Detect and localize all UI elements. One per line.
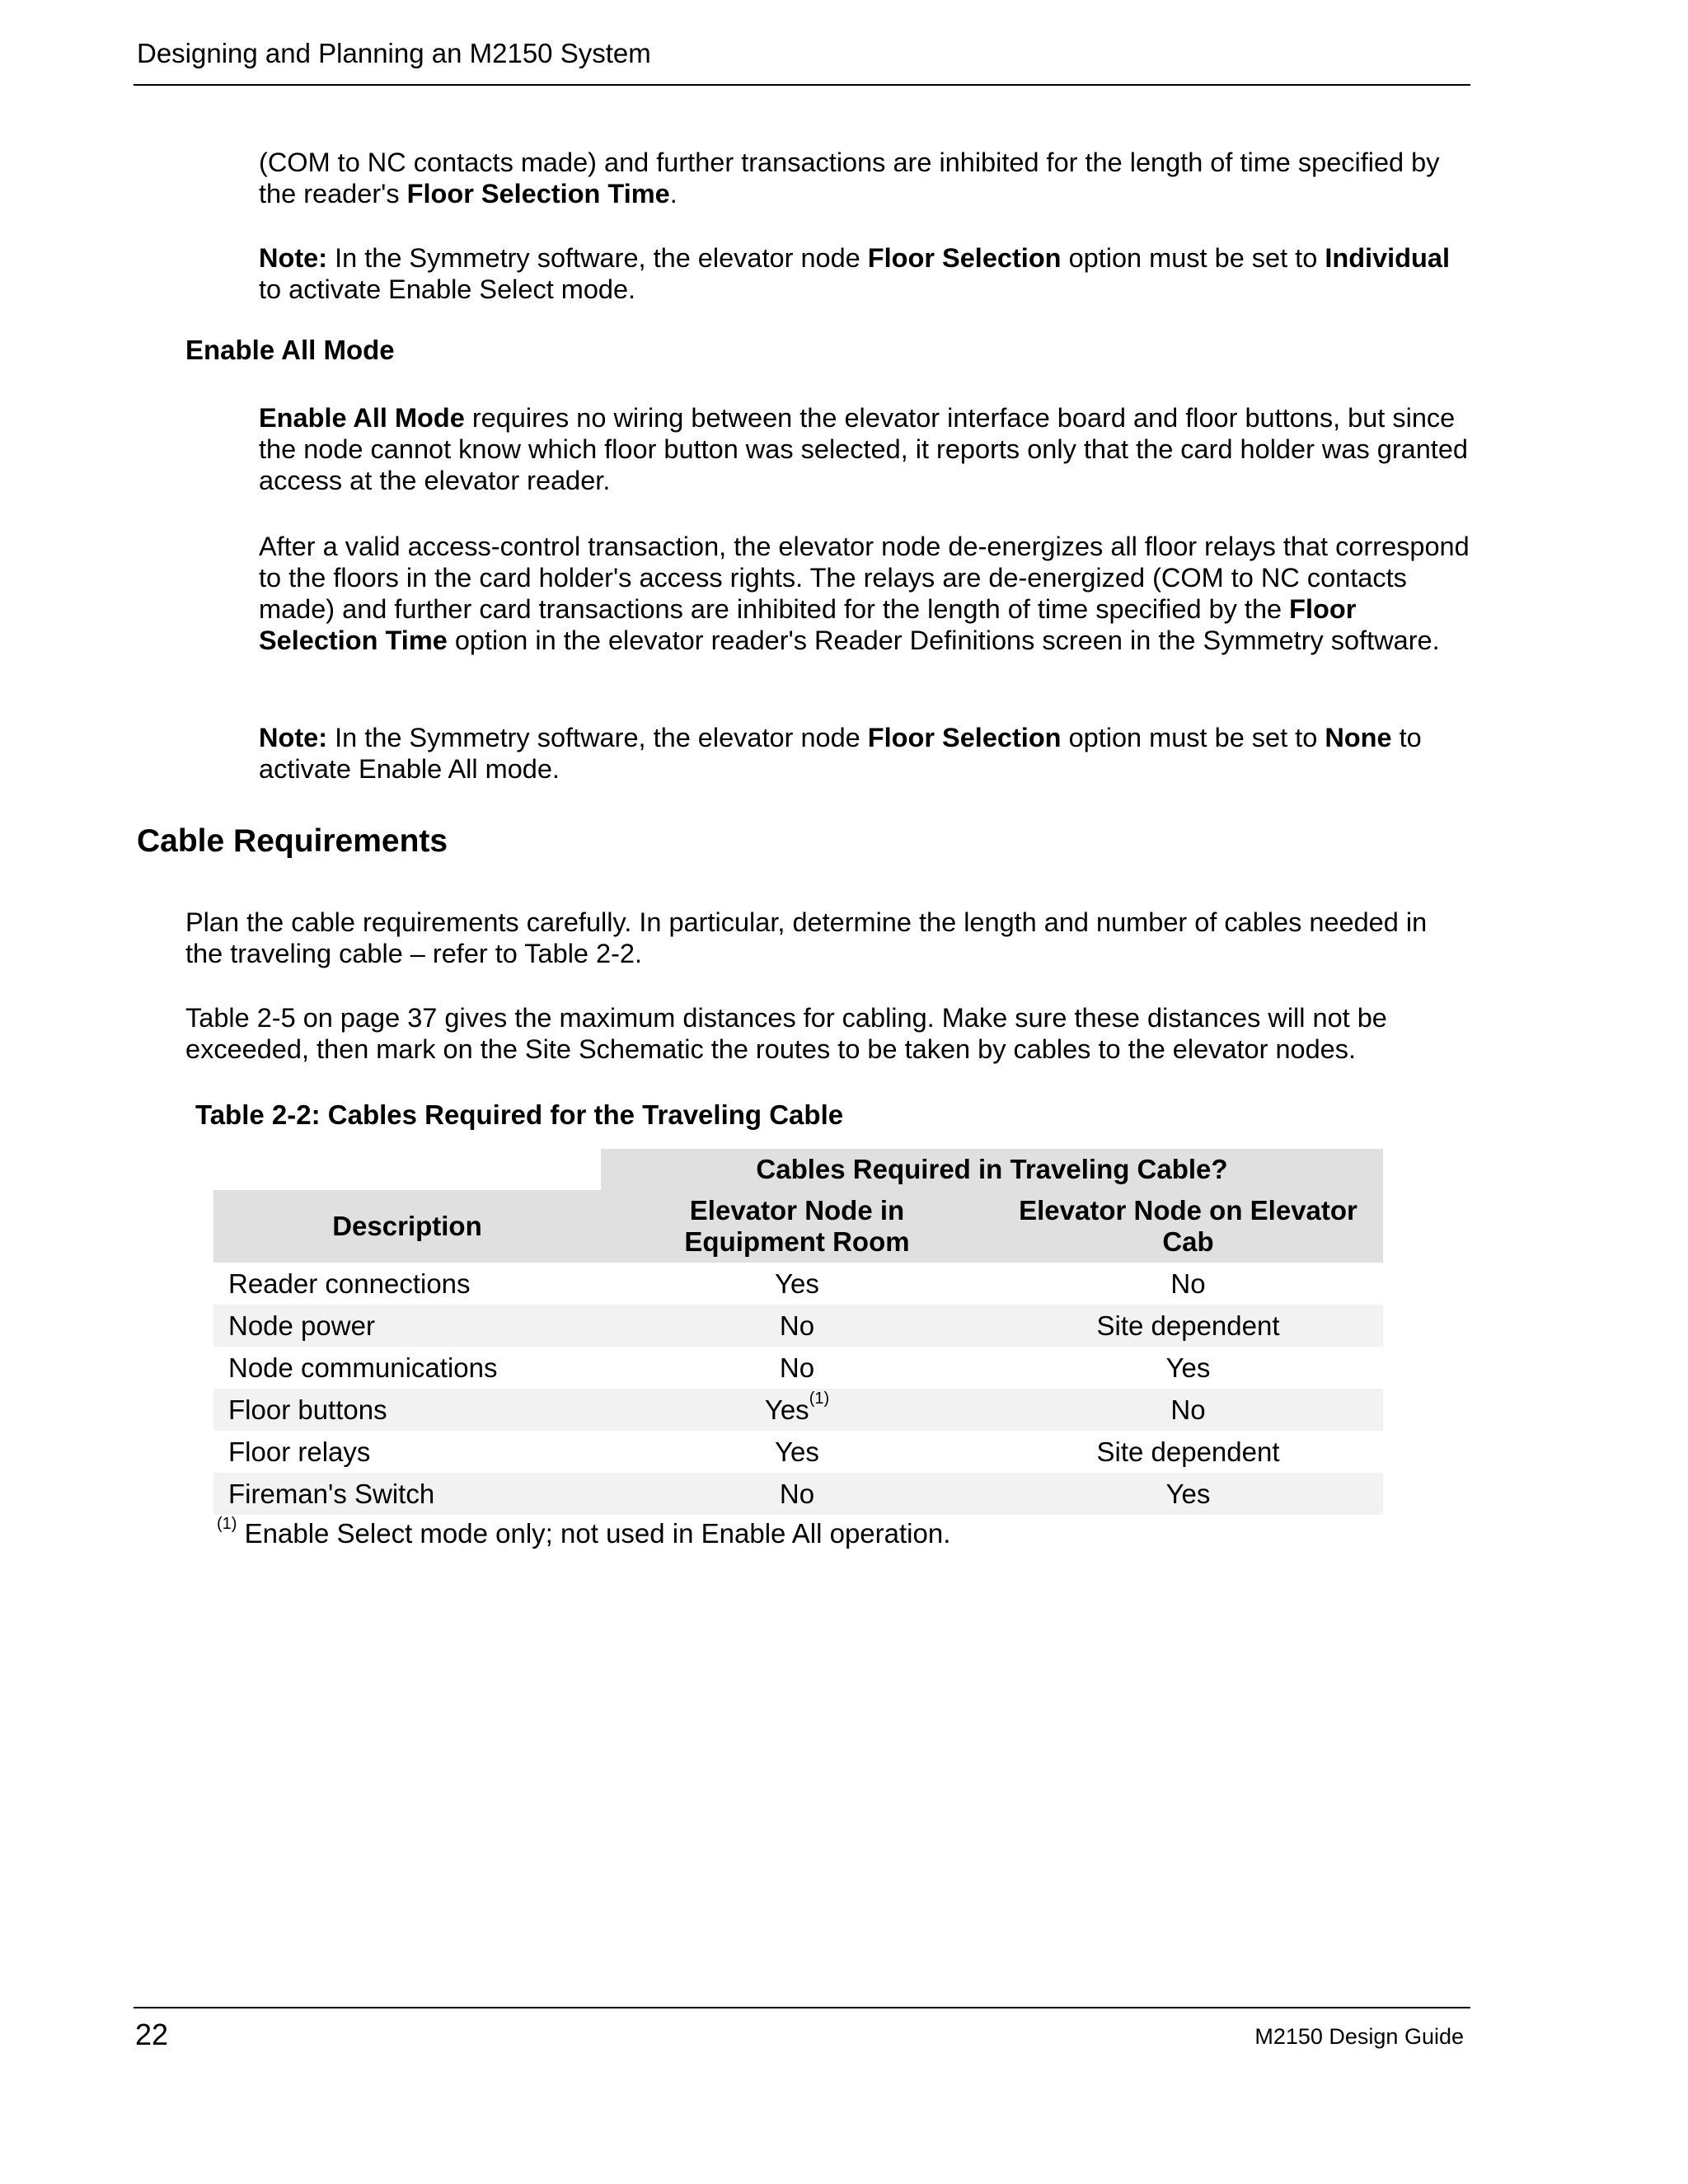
cell-cab: Site dependent	[993, 1305, 1383, 1347]
enable-all-text: requires no wiring between the elevator interface board and floor buttons, but since the node cannot know which floor button was selected, it reports only that the card holder was granted access at the elevator reader.	[259, 403, 1468, 495]
header-rule	[134, 84, 1470, 86]
cable-paragraph-1: Plan the cable requirements carefully. In particular, determine the length and number of cables needed in the traveling cable – refer to Table 2-2.	[185, 907, 1428, 968]
cell-cab: No	[1170, 1268, 1206, 1299]
cell-description: Node power	[213, 1305, 601, 1347]
note-text: to activate Enable Select mode.	[259, 274, 636, 304]
footnote-marker: (1)	[217, 1515, 237, 1533]
cell-cab: Yes	[993, 1473, 1383, 1515]
column-header-equipment-room: Elevator Node in Equipment Room	[601, 1190, 993, 1263]
table-group-header-row	[213, 1149, 1383, 1190]
cable-paragraph-2: Table 2-5 on page 37 gives the maximum distances for cabling. Make sure these distances will not be exceeded, then mark on the Site Schematic the routes to be taken by cables to the elevator nodes.	[185, 1003, 1387, 1064]
cables-table	[213, 1149, 1383, 1515]
note-text: option must be set to	[1061, 723, 1325, 752]
cell-description: Floor relays	[228, 1436, 371, 1467]
cell-cab: Site dependent	[1096, 1436, 1280, 1467]
table-row	[213, 1305, 1383, 1347]
note-enable-select	[259, 242, 1470, 305]
footer-rule	[134, 2007, 1470, 2008]
cell-value: Yes	[764, 1394, 809, 1425]
note-enable-all	[259, 722, 1470, 785]
cell-cab: No	[993, 1389, 1383, 1431]
cell-value: Yes	[775, 1268, 819, 1299]
table-row	[213, 1473, 1383, 1515]
cell-equipment-room	[601, 1431, 993, 1473]
column-header-cab: Elevator Node on Elevator Cab	[993, 1190, 1383, 1263]
group-header-cell: Cables Required in Traveling Cable?	[601, 1149, 1383, 1190]
footnote-ref: (1)	[809, 1389, 830, 1408]
cell-equipment-room	[601, 1305, 993, 1347]
cell-description: Floor buttons	[213, 1389, 601, 1431]
cell-description: Reader connections	[228, 1268, 471, 1299]
table-row	[213, 1389, 1383, 1431]
cell-value: No	[779, 1352, 815, 1383]
enable-all-bold: Enable All Mode	[259, 403, 465, 433]
cell-description: Node communications	[228, 1352, 498, 1383]
table-footnote	[217, 1515, 951, 1549]
enable-all-paragraph-1	[259, 402, 1470, 496]
note-label: Note:	[259, 723, 328, 752]
cell-cab: Yes	[1165, 1352, 1211, 1383]
cell-equipment-room	[601, 1473, 993, 1515]
note-text: option must be set to	[1061, 243, 1325, 273]
table-caption: Table 2-2: Cables Required for the Traveling Cable	[195, 1099, 844, 1130]
note-text: to activate Enable All mode.	[259, 723, 1422, 784]
note-bold: Individual	[1325, 243, 1450, 273]
cell-equipment-room	[601, 1263, 993, 1305]
cell-equipment-room	[601, 1389, 993, 1431]
enable-all-tail: option in the elevator reader's Reader Definitions screen in the Symmetry software.	[447, 626, 1440, 655]
table-column-header-row	[213, 1190, 1383, 1263]
enable-all-text: After a valid access-control transaction, the elevator node de-energizes all floor relays that correspond to the floors in the card holder's access rights. The relays are de-energized (COM to NC contacts made) and further card transactions are inhibited for the length of time specified by the	[259, 532, 1470, 624]
note-bold: Floor Selection	[867, 723, 1062, 752]
table-row	[213, 1263, 1383, 1305]
cable-requirements-title: Cable Requirements	[137, 823, 448, 859]
cell-value: Yes	[775, 1436, 819, 1467]
footnote-text: Enable Select mode only; not used in Enable All operation.	[237, 1518, 951, 1549]
column-header-description: Description	[213, 1190, 601, 1263]
cell-value: No	[779, 1310, 815, 1341]
note-bold: None	[1325, 723, 1392, 752]
enable-all-heading: Enable All Mode	[185, 335, 395, 365]
running-header: Designing and Planning an M2150 System	[137, 38, 651, 68]
footer-doc-title: M2150 Design Guide	[1254, 2024, 1464, 2049]
cell-equipment-room	[601, 1347, 993, 1389]
note-label: Note:	[259, 243, 328, 273]
cell-description: Fireman's Switch	[213, 1473, 601, 1515]
intro-tail: .	[669, 179, 678, 209]
table-row	[213, 1347, 1383, 1389]
note-text: In the Symmetry software, the elevator node	[327, 723, 868, 752]
note-text: In the Symmetry software, the elevator node	[327, 243, 868, 273]
enable-all-bold: Floor Selection Time	[259, 594, 1357, 655]
table-row	[213, 1431, 1383, 1473]
page-number: 22	[135, 2018, 169, 2051]
note-bold: Floor Selection	[867, 243, 1062, 273]
blank-header-cell	[213, 1149, 601, 1190]
intro-bold: Floor Selection Time	[406, 179, 670, 209]
cell-value: No	[779, 1478, 815, 1509]
intro-paragraph	[259, 147, 1470, 209]
enable-all-paragraph-2	[259, 531, 1470, 656]
intro-text: (COM to NC contacts made) and further transactions are inhibited for the length of time specified by the reader's	[259, 148, 1440, 209]
